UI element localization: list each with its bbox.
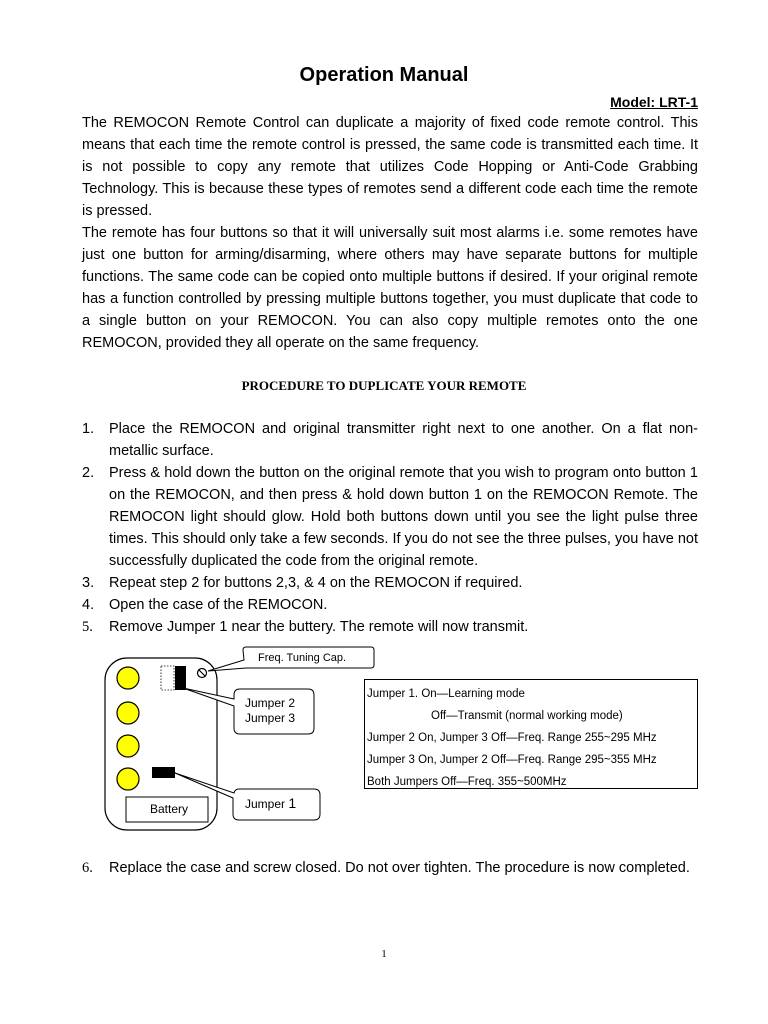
jumper3-label: Jumper 3 <box>245 711 296 725</box>
remote-button-3 <box>117 735 139 757</box>
intro-paragraph: The remote has four buttons so that it will universally suit most alarms i.e. some remotes have just one button for arming/disarming, where others may have separate buttons for multiple functions. The same code can be copied onto multiple buttons if desired. If your original remote has a function controlled by pressing multiple buttons together, you must duplicate that code to a single button on your REMOCON. You can also copy multiple remotes onto the one REMOCON, provided they all operate on the same frequency. <box>82 225 698 351</box>
step-number: 5. <box>82 619 93 635</box>
jumper-setting-row: Off—Transmit (normal working mode) <box>431 710 623 722</box>
jumper-3-block <box>175 666 186 690</box>
step-text: Press & hold down the button on the original remote that you wish to program onto button 1 on the REMOCON, and then press & hold down button 1 on the REMOCON Remote. The REMOCON light should glow. Hold both buttons down until you see the light pulse three times. This should only take a few seconds. If you do not see the three pulses, you have not successfully duplicated the code from the original remote. <box>109 465 698 569</box>
step-text: Open the case of the REMOCON. <box>109 597 328 613</box>
procedure-heading: PROCEDURE TO DUPLICATE YOUR REMOTE <box>241 378 527 393</box>
step-text: Repeat step 2 for buttons 2,3, & 4 on the REMOCON if required. <box>109 575 523 591</box>
step-text: Replace the case and screw closed. Do not over tighten. The procedure is now completed. <box>109 860 690 876</box>
step-text: Place the REMOCON and original transmitter right next to one another. On a flat non-metallic surface. <box>109 421 698 459</box>
remote-button-1 <box>117 667 139 689</box>
jumper-setting-row: Jumper 3 On, Jumper 2 Off—Freq. Range 295~355 MHz <box>367 754 657 766</box>
battery-label: Battery <box>150 802 189 816</box>
jumper-setting-row: Jumper 1. On—Learning mode <box>367 688 525 700</box>
procedure-steps-final <box>82 857 698 879</box>
page-title: Operation Manual <box>299 64 469 86</box>
step-number: 2. <box>82 465 95 481</box>
model-number: Model: LRT-1 <box>610 94 698 110</box>
remote-button-4 <box>117 768 139 790</box>
step-number: 6. <box>82 860 93 876</box>
remote-button-2 <box>117 702 139 724</box>
step-number: 4. <box>82 597 95 613</box>
step-number: 1. <box>82 421 95 437</box>
jumper1-label <box>245 796 296 812</box>
jumper-1-block <box>152 767 175 778</box>
jumper1-number: 1 <box>288 795 297 811</box>
intro-paragraph: The REMOCON Remote Control can duplicate a majority of fixed code remote control. This means that each time the remote control is pressed, the same code is transmitted each time. It is not possible to copy any remote that utilizes Code Hopping or Anti-Code Grabbing Technology. This is because these types of remotes send a different code each time the remote is pressed. <box>82 115 698 219</box>
freq-cap-label: Freq. Tuning Cap. <box>258 652 347 664</box>
jumper-setting-row: Jumper 2 On, Jumper 3 Off—Freq. Range 255~295 MHz <box>367 732 657 744</box>
step-text: Remove Jumper 1 near the buttery. The remote will now transmit. <box>109 619 529 635</box>
jumper-settings-table <box>364 679 698 789</box>
step-number: 3. <box>82 575 95 591</box>
page-number: 1 <box>381 948 387 960</box>
jumper2-label: Jumper 2 <box>245 696 296 710</box>
jumper-setting-row: Both Jumpers Off—Freq. 355~500MHz <box>367 776 567 788</box>
procedure-step <box>82 857 698 879</box>
jumper1-text: Jumper <box>245 797 286 811</box>
